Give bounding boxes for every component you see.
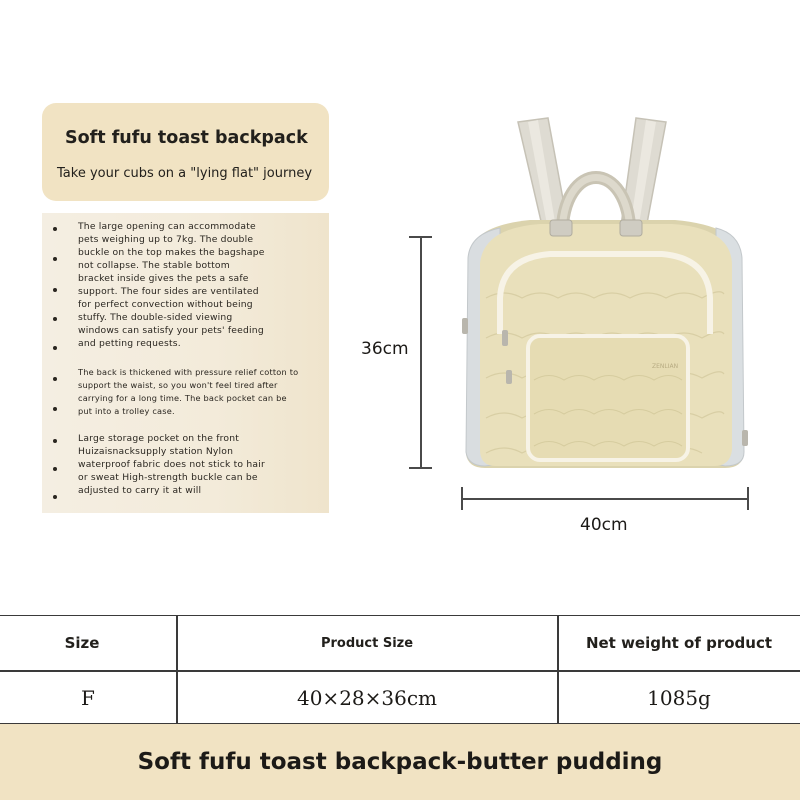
- bullet-icon: [53, 257, 57, 261]
- footer-banner: [0, 724, 800, 800]
- bullet-icon: [53, 439, 57, 443]
- bullet-icon: [53, 377, 57, 381]
- table-header-size: Size: [64, 634, 100, 652]
- height-dimension-cap-bottom: [409, 467, 432, 469]
- product-subtitle: Take your cubs on a "lying flat" journey: [57, 166, 313, 181]
- bullet-icon: [53, 407, 57, 411]
- feature-line: windows can satisfy your pets' feeding: [78, 325, 264, 336]
- spec-table: [0, 615, 800, 724]
- feature-line: Large storage pocket on the front: [78, 433, 240, 444]
- feature-line: The large opening can accommodate: [78, 221, 256, 232]
- feature-list: [42, 213, 329, 513]
- feature-line: or sweat High-strength buckle can be: [78, 472, 258, 483]
- table-cell-product-size: 40×28×36cm: [296, 685, 438, 710]
- width-dimension-line: [462, 498, 748, 500]
- feature-line: adjusted to carry it at will: [78, 485, 202, 496]
- footer-title: Soft fufu toast backpack-butter pudding: [137, 749, 663, 775]
- feature-line: buckle on the top makes the bagshape: [78, 247, 265, 258]
- bullet-icon: [53, 495, 57, 499]
- width-dimension-label: 40cm: [580, 515, 628, 535]
- feature-line: stuffy. The double-sided viewing: [78, 312, 233, 323]
- width-dimension-cap-right: [747, 487, 749, 510]
- height-dimension-line: [420, 237, 422, 467]
- product-title: Soft fufu toast backpack: [65, 128, 308, 148]
- feature-line: waterproof fabric does not stick to hair: [78, 459, 265, 470]
- feature-line: pets weighing up to 7kg. The double: [78, 234, 254, 245]
- feature-line: Huizaisnacksupply station Nylon: [78, 446, 234, 457]
- feature-line: for perfect convection without being: [78, 299, 253, 310]
- bullet-icon: [53, 467, 57, 471]
- feature-line: and petting requests.: [78, 338, 181, 349]
- table-header-net-weight: Net weight of product: [585, 634, 773, 652]
- feature-line: support. The four sides are ventilated: [78, 286, 259, 297]
- bullet-icon: [53, 346, 57, 350]
- feature-line: support the waist, so you won't feel tired after: [78, 380, 278, 390]
- title-card: [42, 103, 329, 201]
- table-cell-size: F: [81, 685, 95, 710]
- height-dimension-label: 36cm: [361, 339, 409, 359]
- feature-line: not collapse. The stable bottom: [78, 260, 230, 271]
- feature-line: bracket inside gives the pets a safe: [78, 273, 249, 284]
- bullet-icon: [53, 317, 57, 321]
- bullet-icon: [53, 288, 57, 292]
- product-image: [440, 108, 765, 478]
- brand-tag: ZENLIAN: [652, 363, 679, 370]
- table-cell-net-weight: 1085g: [647, 685, 711, 710]
- table-header-product-size: Product Size: [320, 635, 414, 651]
- feature-line: carrying for a long time. The back pocket can be: [78, 393, 287, 403]
- feature-line: put into a trolley case.: [78, 406, 175, 416]
- bullet-icon: [53, 227, 57, 231]
- feature-line: The back is thickened with pressure relief cotton to: [78, 367, 299, 377]
